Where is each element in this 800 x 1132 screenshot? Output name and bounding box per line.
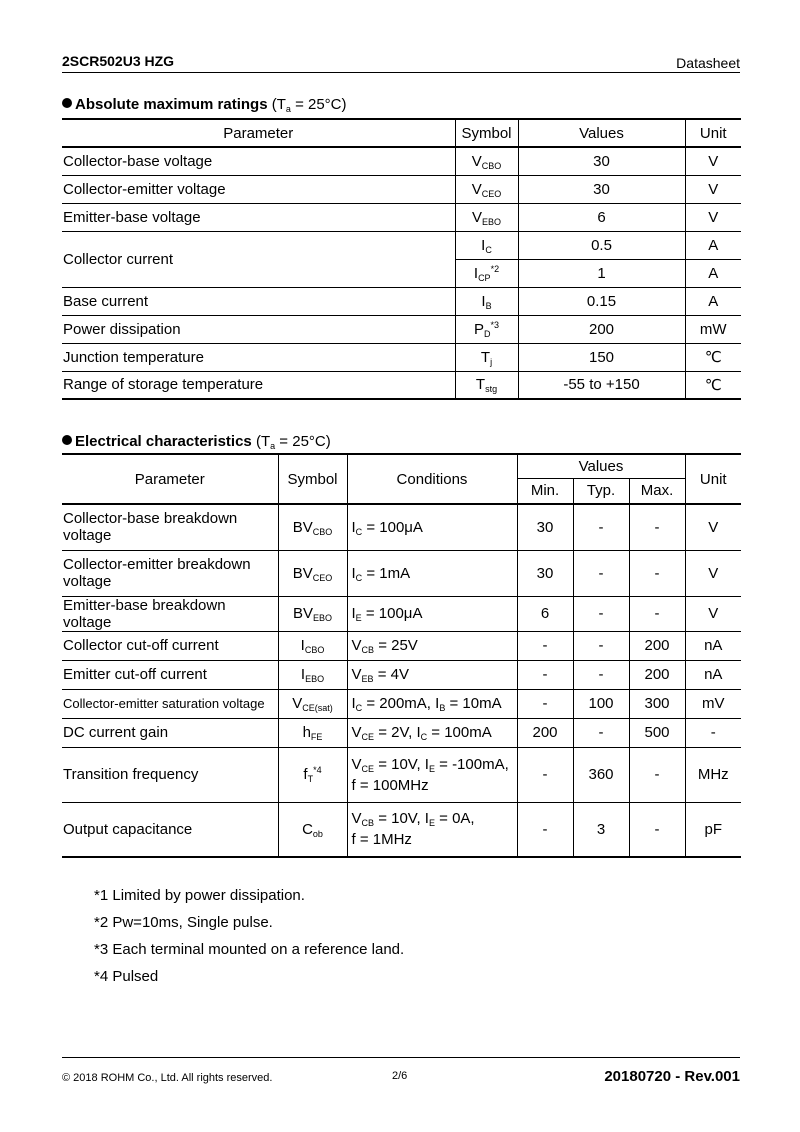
condition-cell: $I_C = 1mA$ (347, 550, 517, 596)
typ-cell: - (573, 504, 629, 550)
header-typ: Typ. (573, 478, 629, 504)
unit-cell: ℃ (685, 343, 741, 371)
value-cell: 150 (518, 343, 685, 371)
header-max: Max. (629, 478, 685, 504)
condition-cell: $V_{CE} = 10V$, $I_E = -100mA$, f = 100MHz (347, 747, 517, 802)
symbol-cell: $I_{CBO}$ (278, 631, 347, 660)
param-cell: Collector cut-off current (62, 631, 278, 660)
header-conditions: Conditions (347, 454, 517, 504)
electrical-characteristics-table (62, 453, 741, 858)
condition-cell: $V_{CB} = 25V$ (347, 631, 517, 660)
param-cell: DC current gain (62, 718, 278, 747)
unit-cell: V (685, 550, 741, 596)
param-cell: Transition frequency (62, 747, 278, 802)
unit-cell: V (685, 596, 741, 631)
max-cell: 200 (629, 660, 685, 689)
absolute-max-ratings-table (62, 118, 741, 400)
table-row (62, 596, 741, 631)
unit-cell: mV (685, 689, 741, 718)
symbol-cell: $I_{EBO}$ (278, 660, 347, 689)
page-number: 2/6 (392, 1070, 408, 1082)
max-cell: - (629, 802, 685, 857)
max-cell: 200 (629, 631, 685, 660)
table-row (62, 147, 741, 175)
min-cell: - (517, 689, 573, 718)
table-row (62, 203, 741, 231)
param-cell: Range of storage temperature (62, 371, 455, 399)
param-cell: Collector-emitter saturation voltage (62, 689, 278, 718)
symbol-cell: $I_{CP}^{*2}$ (455, 259, 518, 287)
footnote: *3 Each terminal mounted on a reference land. (94, 941, 405, 958)
symbol-cell: $V_{CBO}$ (455, 147, 518, 175)
unit-cell: A (685, 231, 741, 259)
unit-cell: V (685, 504, 741, 550)
max-cell: - (629, 550, 685, 596)
table-row (62, 718, 741, 747)
table-header-row (62, 119, 741, 147)
min-cell: - (517, 747, 573, 802)
min-cell: 30 (517, 504, 573, 550)
table-header-row (62, 454, 741, 478)
symbol-cell: $I_C$ (455, 231, 518, 259)
min-cell: 6 (517, 596, 573, 631)
max-cell: - (629, 747, 685, 802)
condition-cell: $I_C = 200mA$, $I_B = 10mA$ (347, 689, 517, 718)
table-row (62, 631, 741, 660)
header-parameter: Parameter (62, 454, 278, 504)
param-cell: Emitter-base voltage (62, 203, 455, 231)
value-cell: 0.15 (518, 287, 685, 315)
table-row (62, 343, 741, 371)
symbol-cell: $I_B$ (455, 287, 518, 315)
symbol-cell: $V_{EBO}$ (455, 203, 518, 231)
symbol-cell: $BV_{CBO}$ (278, 504, 347, 550)
header-divider (62, 72, 740, 73)
param-cell: Collector-base breakdown voltage (62, 504, 278, 550)
table-row (62, 175, 741, 203)
unit-cell: V (685, 175, 741, 203)
footnote: *1 Limited by power dissipation. (94, 887, 305, 904)
min-cell: - (517, 802, 573, 857)
param-cell: Base current (62, 287, 455, 315)
min-cell: - (517, 631, 573, 660)
table-row (62, 371, 741, 399)
value-cell: 30 (518, 175, 685, 203)
param-cell: Collector-base voltage (62, 147, 455, 175)
header-symbol: Symbol (278, 454, 347, 504)
section-title-absolute-max: Absolute maximum ratings $(T_a = 25^\circ C)$ (62, 96, 347, 113)
copyright: © 2018 ROHM Co., Ltd. All rights reserved. (62, 1072, 273, 1084)
unit-cell: A (685, 287, 741, 315)
value-cell: 0.5 (518, 231, 685, 259)
param-cell: Power dissipation (62, 315, 455, 343)
table-row (62, 287, 741, 315)
min-cell: 30 (517, 550, 573, 596)
min-cell: 200 (517, 718, 573, 747)
unit-cell: ℃ (685, 371, 741, 399)
symbol-cell: $h_{FE}$ (278, 718, 347, 747)
value-cell: 6 (518, 203, 685, 231)
max-cell: - (629, 596, 685, 631)
typ-cell: 3 (573, 802, 629, 857)
condition-cell: $V_{CE} = 2V$, $I_C = 100mA$ (347, 718, 517, 747)
table-row (62, 802, 741, 857)
header-unit: Unit (685, 454, 741, 504)
header-parameter: Parameter (62, 119, 455, 147)
unit-cell: A (685, 259, 741, 287)
document-type: Datasheet (676, 55, 740, 71)
header-values: Values (518, 119, 685, 147)
part-number: 2SCR502U3 HZG (62, 53, 175, 69)
header-symbol: Symbol (455, 119, 518, 147)
max-cell: 300 (629, 689, 685, 718)
header-unit: Unit (685, 119, 741, 147)
unit-cell: - (685, 718, 741, 747)
max-cell: - (629, 504, 685, 550)
typ-cell: 360 (573, 747, 629, 802)
unit-cell: V (685, 203, 741, 231)
table-row (62, 231, 741, 259)
footnotes (94, 882, 404, 990)
typ-cell: - (573, 631, 629, 660)
unit-cell: V (685, 147, 741, 175)
param-cell: Output capacitance (62, 802, 278, 857)
value-cell: 1 (518, 259, 685, 287)
symbol-cell: $V_{CEO}$ (455, 175, 518, 203)
condition-cell: $I_E = 100\mu A$ (347, 596, 517, 631)
table-row (62, 747, 741, 802)
symbol-cell: $BV_{EBO}$ (278, 596, 347, 631)
symbol-cell: $P_D^{*3}$ (455, 315, 518, 343)
section-title-electrical: Electrical characteristics $(T_a = 25^\circ C)$ (62, 433, 331, 450)
symbol-cell: $T_j$ (455, 343, 518, 371)
value-cell: -55 to +150 (518, 371, 685, 399)
table-row (62, 689, 741, 718)
value-cell: 200 (518, 315, 685, 343)
footer-divider (62, 1057, 740, 1058)
unit-cell: nA (685, 631, 741, 660)
symbol-cell: $V_{CE(sat)}$ (278, 689, 347, 718)
unit-cell: MHz (685, 747, 741, 802)
param-cell: Junction temperature (62, 343, 455, 371)
typ-cell: - (573, 596, 629, 631)
unit-cell: nA (685, 660, 741, 689)
max-cell: 500 (629, 718, 685, 747)
param-cell: Collector current (62, 231, 455, 287)
typ-cell: - (573, 660, 629, 689)
param-cell: Collector-emitter voltage (62, 175, 455, 203)
typ-cell: 100 (573, 689, 629, 718)
bullet-icon (62, 98, 72, 108)
param-cell: Emitter cut-off current (62, 660, 278, 689)
symbol-cell: $T_{stg}$ (455, 371, 518, 399)
value-cell: 30 (518, 147, 685, 175)
condition-cell: $I_C = 100\mu A$ (347, 504, 517, 550)
footnote: *4 Pulsed (94, 968, 159, 985)
symbol-cell: $BV_{CEO}$ (278, 550, 347, 596)
typ-cell: - (573, 718, 629, 747)
unit-cell: mW (685, 315, 741, 343)
table-row (62, 504, 741, 550)
revision: 20180720 - Rev.001 (604, 1068, 740, 1085)
min-cell: - (517, 660, 573, 689)
param-cell: Emitter-base breakdown voltage (62, 596, 278, 631)
symbol-cell: $f_T^{*4}$ (278, 747, 347, 802)
footnote: *2 Pw=10ms, Single pulse. (94, 914, 273, 931)
symbol-cell: $C_{ob}$ (278, 802, 347, 857)
table-row (62, 315, 741, 343)
param-cell: Collector-emitter breakdown voltage (62, 550, 278, 596)
header-min: Min. (517, 478, 573, 504)
header-values: Values (517, 454, 685, 478)
unit-cell: pF (685, 802, 741, 857)
condition-cell: $V_{CB} = 10V$, $I_E = 0A$, f = 1MHz (347, 802, 517, 857)
typ-cell: - (573, 550, 629, 596)
bullet-icon (62, 435, 72, 445)
table-row (62, 660, 741, 689)
table-row (62, 550, 741, 596)
condition-cell: $V_{EB} = 4V$ (347, 660, 517, 689)
